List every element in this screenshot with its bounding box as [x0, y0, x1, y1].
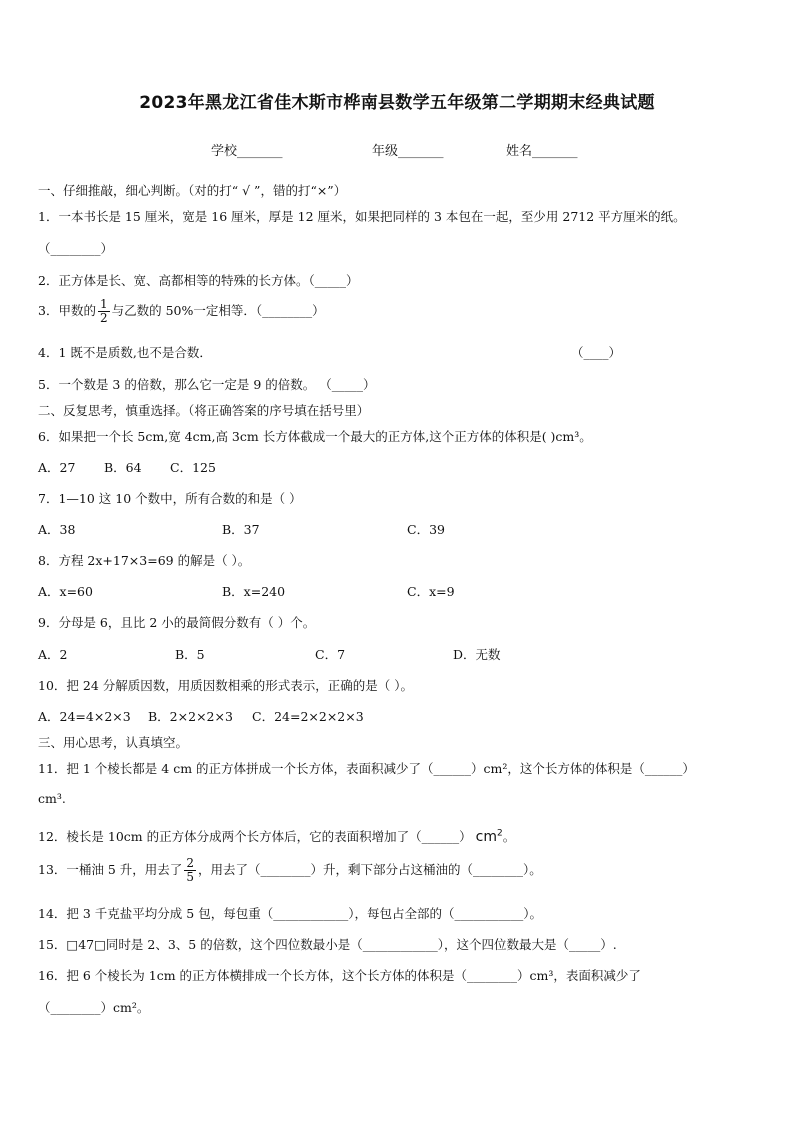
question-4-answer-blank: （____）	[571, 345, 622, 360]
question-7-option-c: C．39	[407, 522, 445, 537]
question-6-option-a: A．27	[38, 460, 76, 475]
question-9-option-c: C．7	[315, 647, 346, 662]
question-8-option-a: A．x=60	[38, 584, 93, 599]
document-title: 2023年黑龙江省佳木斯市桦南县数学五年级第二学期期末经典试题	[139, 93, 655, 113]
question-12-text: 12．棱长是 10cm 的正方体分成两个长方体后，它的表面积增加了（______）	[38, 829, 472, 844]
question-16-continued: （________）cm²。	[38, 1000, 150, 1015]
fraction-two-fifths: $\frac{2}{5}$	[186, 856, 194, 884]
question-1: 1．一本书长是 15 厘米，宽是 16 厘米，厚是 12 厘米，如果把同样的 3 本包在一起，至少用 2712 平方厘米的纸。	[38, 209, 686, 224]
question-10: 10．把 24 分解质因数，用质因数相乘的形式表示，正确的是（ ）。	[38, 678, 413, 693]
question-3-text-end: 与乙数的 50%一定相等．（________）	[111, 303, 325, 318]
question-12-end: 。	[502, 829, 516, 844]
school-field: 学校_______	[211, 144, 283, 159]
question-11: 11．把 1 个棱长都是 4 cm 的正方体拼成一个长方体，表面积减少了（______）cm²，这个长方体的体积是（______）	[38, 761, 695, 776]
question-6-option-b: B．64	[104, 460, 142, 475]
question-5: 5．一个数是 3 的倍数，那么它一定是 9 的倍数。 （_____）	[38, 377, 376, 392]
question-16: 16．把 6 个棱长为 1cm 的正方体横排成一个长方体，这个长方体的体积是（________）cm³，表面积减少了	[38, 968, 641, 983]
name-field: 姓名_______	[506, 144, 578, 159]
question-3	[38, 298, 325, 325]
question-13-text-end: ，用去了（________）升，剩下部分占这桶油的（________）。	[197, 862, 542, 877]
question-10-option-c: C．24=2×2×2×3	[252, 709, 364, 724]
question-3-text-start: 3．甲数的	[38, 303, 96, 318]
question-10-option-a: A．24=4×2×3	[38, 709, 131, 724]
question-9-option-d: D．无数	[453, 647, 501, 662]
question-10-option-b: B．2×2×2×3	[148, 709, 233, 724]
section-3-heading: 三、用心思考，认真填空。	[38, 735, 189, 750]
question-9-option-a: A．2	[38, 647, 68, 662]
question-12	[38, 827, 515, 845]
question-13-text-start: 13．一桶油 5 升，用去了	[38, 862, 183, 877]
section-1-heading: 一、仔细推敲，细心判断。（对的打“ √ ”，错的打“×”）	[38, 183, 347, 198]
question-8-option-b: B．x=240	[222, 584, 286, 599]
question-2: 2．正方体是长、宽、高都相等的特殊的长方体。（_____）	[38, 273, 359, 288]
question-8: 8．方程 2x+17×3=69 的解是（ ）。	[38, 553, 251, 568]
question-14: 14．把 3 千克盐平均分成 5 包，每包重（____________），每包占全部的（___________）。	[38, 906, 542, 921]
question-9-option-b: B．5	[175, 647, 205, 662]
section-2-heading: 二、反复思考，慎重选择。（将正确答案的序号填在括号里）	[38, 403, 370, 418]
question-8-option-c: C．x=9	[407, 584, 455, 599]
question-7-option-b: B．37	[222, 522, 260, 537]
question-7-option-a: A．38	[38, 522, 76, 537]
question-9: 9．分母是 6，且比 2 小的最简假分数有（ ）个。	[38, 615, 316, 630]
question-6-option-c: C．125	[170, 460, 216, 475]
question-4: 4．1 既不是质数,也不是合数．	[38, 345, 212, 360]
grade-field: 年级_______	[372, 144, 444, 159]
question-1-answer-blank: （________）	[38, 241, 114, 256]
question-13	[38, 857, 542, 884]
question-6: 6．如果把一个长 5cm,宽 4cm,高 3cm 长方体截成一个最大的正方体,这个正方体的体积是( )cm³。	[38, 429, 592, 444]
question-11-continued: cm³.	[38, 791, 66, 806]
question-15: 15．□47□同时是 2、3、5 的倍数，这个四位数最小是（____________），这个四位数最大是（_____）.	[38, 937, 617, 952]
fraction-one-half: $\frac{1}{2}$	[99, 297, 108, 325]
unit-cm-squared: $cm^2$	[475, 828, 503, 845]
question-7: 7．1—10 这 10 个数中，所有合数的和是（ ）	[38, 491, 302, 506]
